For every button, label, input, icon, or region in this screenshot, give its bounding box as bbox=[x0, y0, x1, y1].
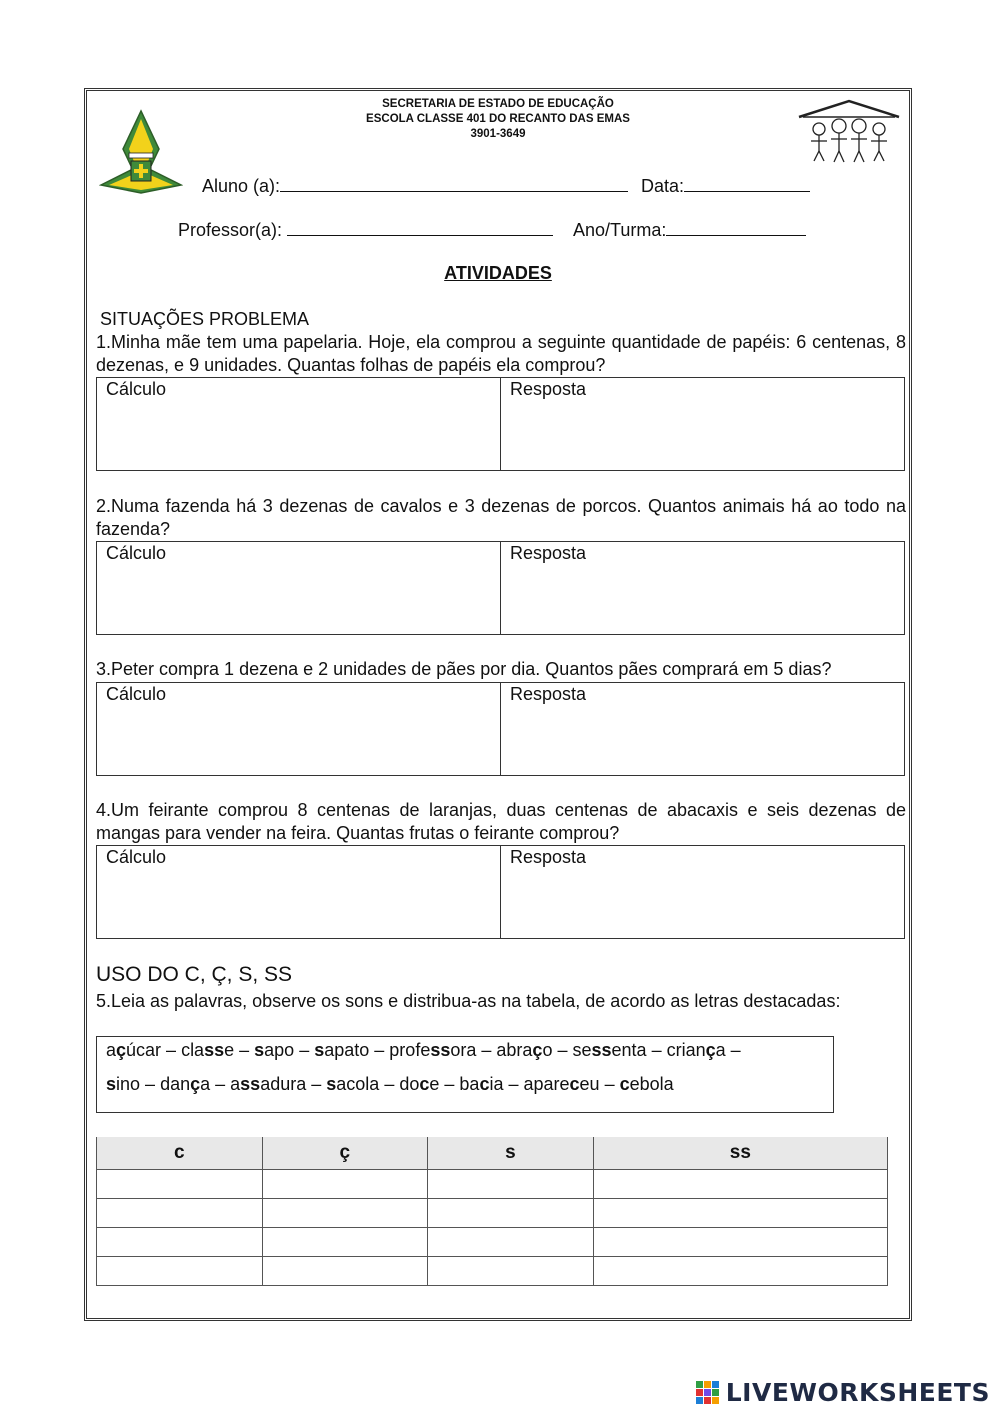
word-separator: – bbox=[234, 1040, 255, 1060]
word-separator: – bbox=[503, 1074, 524, 1094]
answer-label: Resposta bbox=[510, 684, 587, 704]
highlighted-letters: c bbox=[619, 1074, 630, 1094]
word-item: doce bbox=[399, 1074, 440, 1094]
date-field bbox=[641, 175, 810, 197]
word-item: bacia bbox=[459, 1074, 504, 1094]
worksheet-page bbox=[84, 88, 912, 1321]
word-bank-line-1 bbox=[106, 1040, 741, 1061]
word-separator: – bbox=[306, 1074, 327, 1094]
word-item: sacola bbox=[326, 1074, 380, 1094]
letters-table-cell[interactable] bbox=[97, 1170, 263, 1199]
letters-table-cell[interactable] bbox=[428, 1257, 594, 1286]
answer-label: Resposta bbox=[510, 543, 587, 563]
highlighted-letters: ç bbox=[190, 1074, 201, 1094]
word-separator: – bbox=[369, 1040, 390, 1060]
answer-box-3 bbox=[96, 682, 905, 776]
question-5: 5.Leia as palavras, observe os sons e distribua-as na tabela, de acordo as letras destacadas: bbox=[96, 991, 841, 1011]
date-input[interactable] bbox=[684, 175, 810, 192]
highlighted-letters: ss bbox=[204, 1040, 225, 1060]
word-separator: – bbox=[140, 1074, 161, 1094]
question-2: 2.Numa fazenda há 3 dezenas de cavalos e 3 dezenas de porcos. Quantos animais há ao todo na fazenda? bbox=[96, 496, 906, 539]
word-item: classe bbox=[181, 1040, 235, 1060]
letters-table-cell[interactable] bbox=[262, 1257, 428, 1286]
word-separator: – bbox=[439, 1074, 460, 1094]
answer-label: Resposta bbox=[510, 379, 587, 399]
question-1: 1.Minha mãe tem uma papelaria. Hoje, ela comprou a seguinte quantidade de papéis: 6 centenas, 8 dezenas, e 9 unidades. Quantas folhas de papéis ela comprou? bbox=[96, 332, 906, 375]
word-item: professora bbox=[389, 1040, 477, 1060]
word-separator: – bbox=[476, 1040, 497, 1060]
word-item: assadura bbox=[230, 1074, 307, 1094]
letters-table-cell[interactable] bbox=[97, 1257, 263, 1286]
table-row bbox=[97, 1170, 888, 1199]
word-item: sapo bbox=[254, 1040, 295, 1060]
calc-area-2[interactable] bbox=[97, 542, 501, 634]
highlighted-letters: c bbox=[419, 1074, 430, 1094]
calc-area-4[interactable] bbox=[97, 846, 501, 938]
letters-table-cell[interactable] bbox=[428, 1199, 594, 1228]
letters-table-cell[interactable] bbox=[97, 1199, 263, 1228]
student-label: Aluno (a): bbox=[202, 176, 281, 196]
letters-table-cell[interactable] bbox=[262, 1228, 428, 1257]
answer-area-2[interactable] bbox=[501, 542, 904, 634]
word-separator: – bbox=[294, 1040, 315, 1060]
letters-column-header: c bbox=[97, 1137, 263, 1170]
section-spelling-title: USO DO C, Ç, S, SS bbox=[96, 963, 293, 986]
word-separator: – bbox=[210, 1074, 231, 1094]
date-label: Data: bbox=[641, 176, 685, 196]
highlighted-letters: c bbox=[569, 1074, 580, 1094]
table-row bbox=[97, 1257, 888, 1286]
header-school: ESCOLA CLASSE 401 DO RECANTO DAS EMAS bbox=[366, 113, 630, 125]
highlighted-letters: s bbox=[326, 1074, 337, 1094]
teacher-field bbox=[178, 219, 553, 241]
word-item: apareceu bbox=[523, 1074, 600, 1094]
class-field bbox=[573, 219, 806, 241]
answer-box-4 bbox=[96, 845, 905, 939]
word-separator: – bbox=[552, 1040, 573, 1060]
word-bank-line-2 bbox=[106, 1074, 674, 1095]
letters-column-header: ç bbox=[262, 1137, 428, 1170]
class-input[interactable] bbox=[666, 219, 806, 236]
letters-column-header: s bbox=[428, 1137, 594, 1170]
word-item: criança bbox=[666, 1040, 726, 1060]
answer-area-3[interactable] bbox=[501, 683, 904, 775]
header-phone: 3901-3649 bbox=[470, 128, 526, 140]
word-separator: – bbox=[379, 1074, 400, 1094]
letters-table-cell[interactable] bbox=[97, 1228, 263, 1257]
highlighted-letters: ss bbox=[591, 1040, 612, 1060]
highlighted-letters: ç bbox=[532, 1040, 543, 1060]
highlighted-letters: s bbox=[106, 1074, 117, 1094]
liveworksheets-logo bbox=[696, 1378, 990, 1407]
calc-label: Cálculo bbox=[106, 684, 167, 704]
question-3: 3.Peter compra 1 dezena e 2 unidades de pães por dia. Quantos pães comprará em 5 dias? bbox=[96, 659, 832, 679]
calc-label: Cálculo bbox=[106, 847, 167, 867]
calc-area-1[interactable] bbox=[97, 378, 501, 470]
word-item: sessenta bbox=[572, 1040, 647, 1060]
highlighted-letters: c bbox=[479, 1074, 490, 1094]
word-bank bbox=[96, 1036, 834, 1113]
student-input[interactable] bbox=[280, 175, 628, 192]
letters-table-cell[interactable] bbox=[593, 1257, 887, 1286]
letters-table-cell[interactable] bbox=[593, 1228, 887, 1257]
class-label: Ano/Turma: bbox=[573, 220, 667, 240]
word-item: açúcar bbox=[106, 1040, 162, 1060]
answer-box-2 bbox=[96, 541, 905, 635]
letters-table-header bbox=[97, 1137, 888, 1170]
teacher-label: Professor(a): bbox=[178, 220, 283, 240]
highlighted-letters: ss bbox=[430, 1040, 451, 1060]
calc-area-3[interactable] bbox=[97, 683, 501, 775]
highlighted-letters: ç bbox=[116, 1040, 127, 1060]
teacher-input[interactable] bbox=[287, 219, 553, 236]
word-item: sino bbox=[106, 1074, 141, 1094]
highlighted-letters: ç bbox=[705, 1040, 716, 1060]
header-secretaria: SECRETARIA DE ESTADO DE EDUCAÇÃO bbox=[382, 98, 614, 110]
calc-label: Cálculo bbox=[106, 379, 167, 399]
letters-table-cell[interactable] bbox=[262, 1170, 428, 1199]
liveworksheets-brand: LIVEWORKSHEETS bbox=[725, 1378, 990, 1407]
table-row bbox=[97, 1228, 888, 1257]
section-problems-title: SITUAÇÕES PROBLEMA bbox=[100, 309, 310, 329]
letters-table-cell[interactable] bbox=[593, 1199, 887, 1228]
highlighted-letters: s bbox=[314, 1040, 325, 1060]
letters-column-header: ss bbox=[593, 1137, 887, 1170]
liveworksheets-icon bbox=[696, 1381, 720, 1405]
word-separator: – bbox=[161, 1040, 182, 1060]
answer-area-4[interactable] bbox=[501, 846, 904, 938]
highlighted-letters: s bbox=[254, 1040, 265, 1060]
page-title: ATIVIDADES bbox=[444, 263, 552, 283]
letters-table-cell[interactable] bbox=[593, 1170, 887, 1199]
question-4: 4.Um feirante comprou 8 centenas de laranjas, duas centenas de abacaxis e seis dezenas de mangas para vender na feira. Quantas frutas o feirante comprou? bbox=[96, 800, 906, 843]
word-item: cebola bbox=[619, 1074, 674, 1094]
table-row bbox=[97, 1199, 888, 1228]
letters-table-body bbox=[97, 1170, 888, 1286]
letters-table bbox=[96, 1137, 888, 1286]
answer-area-1[interactable] bbox=[501, 378, 904, 470]
word-separator: – bbox=[599, 1074, 620, 1094]
word-separator: – bbox=[725, 1040, 741, 1060]
word-item: abraço bbox=[496, 1040, 553, 1060]
word-item: dança bbox=[160, 1074, 211, 1094]
calc-label: Cálculo bbox=[106, 543, 167, 563]
answer-box-1 bbox=[96, 377, 905, 471]
highlighted-letters: ss bbox=[240, 1074, 261, 1094]
word-item: sapato bbox=[314, 1040, 370, 1060]
letters-table-cell[interactable] bbox=[428, 1170, 594, 1199]
answer-label: Resposta bbox=[510, 847, 587, 867]
student-field bbox=[202, 175, 628, 197]
word-separator: – bbox=[646, 1040, 667, 1060]
letters-table-cell[interactable] bbox=[428, 1228, 594, 1257]
letters-table-cell[interactable] bbox=[262, 1199, 428, 1228]
